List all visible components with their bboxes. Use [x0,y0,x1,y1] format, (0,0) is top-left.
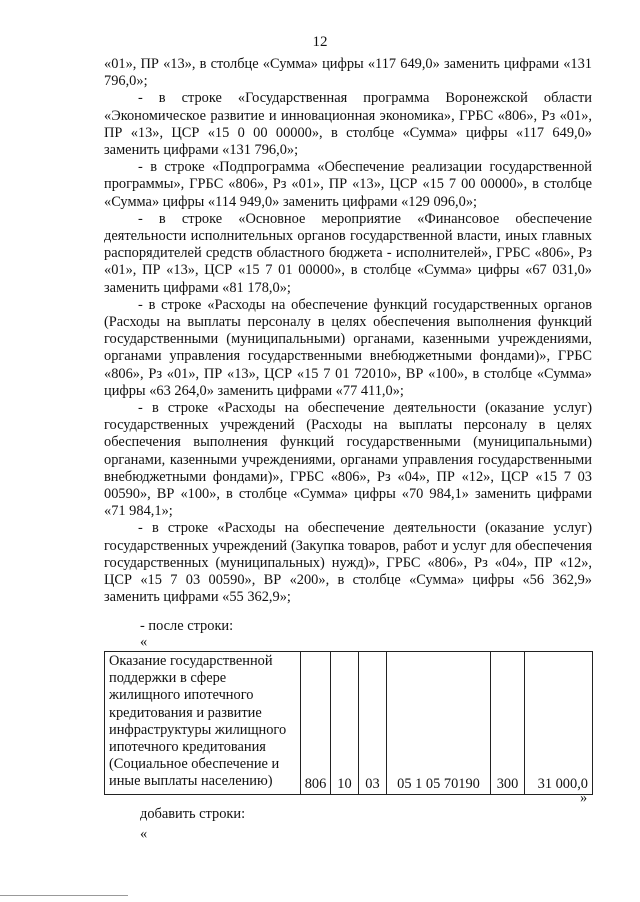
sum-cell: 31 000,0 [525,652,593,795]
paragraph-amendment: - в строке «Основное мероприятие «Финансовое обеспечение деятельности исполнительных органов государственной власти, иных главных распорядителей средств областного бюджета - исполнителей», ГРБС «806», Рз «01», ПР «13», ЦСР «15 7 01 00000», в столбце «Сумма» цифры «67 031,0» заменить цифрами «81 178,0»; [104,210,592,296]
after-row-label: - после строки: [140,618,234,634]
paragraph-amendment: - в строке «Государственная программа Воронежской области «Экономическое развитие и инновационная экономика», ГРБС «806», Рз «01», ПР «13», ЦСР «15 0 00 00000», в столбце «Сумма» цифры «117 649,0» заменить цифрами «131 796,0»; [104,90,592,159]
table-row [105,652,593,795]
close-quote: » [580,790,588,806]
open-quote: « [140,634,148,650]
add-rows-label: добавить строки: [140,806,246,822]
row-name-cell: Оказание государственной поддержки в сфере жилищного ипотечного кредитования и развитие инфраструктуры жилищного ипотечного кредитования (Социальное обеспечение и иные выплаты населению) [105,652,301,795]
paragraph-amendment: - в строке «Расходы на обеспечение функций государственных органов (Расходы на выплаты персоналу в целях обеспечения выполнения функций государственными (муниципальными) органами, казенными учреждениями, органами управления государственными внебюджетными фондами)», ГРБС «806», Рз «01», ПР «13», ЦСР «15 7 01 72010», ВР «100», в столбце «Сумма» цифры «63 264,0» заменить цифрами «77 411,0»; [104,296,592,399]
paragraph-amendment: - в строке «Расходы на обеспечение деятельности (оказание услуг) государственных учреждений (Закупка товаров, работ и услуг для обеспечения государственных (муниципальных) нужд)», ГРБС «806», Рз «04», ПР «12», ЦСР «15 7 03 00590», ВР «200», в столбце «Сумма» цифры «56 362,9» заменить цифрами «55 362,9»; [104,520,592,606]
pr-cell: 03 [359,652,387,795]
document-body [104,56,592,607]
rz-cell: 10 [331,652,359,795]
add-open-quote: « [140,826,148,842]
footer-divider [0,895,128,896]
paragraph-amendment: - в строке «Расходы на обеспечение деятельности (оказание услуг) государственных учреждений (Расходы на выплаты персоналу в целях обеспечения выполнения функций государственными (муниципальными) органами, казенными учреждениями, органами управления государственными внебюджетными фондами)», ГРБС «806», Рз «04», ПР «12», ЦСР «15 7 03 00590», ВР «100», в столбце «Сумма» цифры «70 984,1» заменить цифрами «71 984,1»; [104,400,592,520]
page-number: 12 [312,34,328,50]
vr-cell: 300 [491,652,525,795]
grbs-cell: 806 [301,652,331,795]
paragraph-continuation: «01», ПР «13», в столбце «Сумма» цифры «117 649,0» заменить цифрами «131 796,0»; [104,56,592,90]
paragraph-amendment: - в строке «Подпрограмма «Обеспечение реализации государственной программы», ГРБС «806», Рз «01», ПР «13», ЦСР «15 7 00 00000», в столбце «Сумма» цифры «114 949,0» заменить цифрами «129 096,0»; [104,159,592,210]
csr-cell: 05 1 05 70190 [387,652,491,795]
budget-table [104,651,593,795]
